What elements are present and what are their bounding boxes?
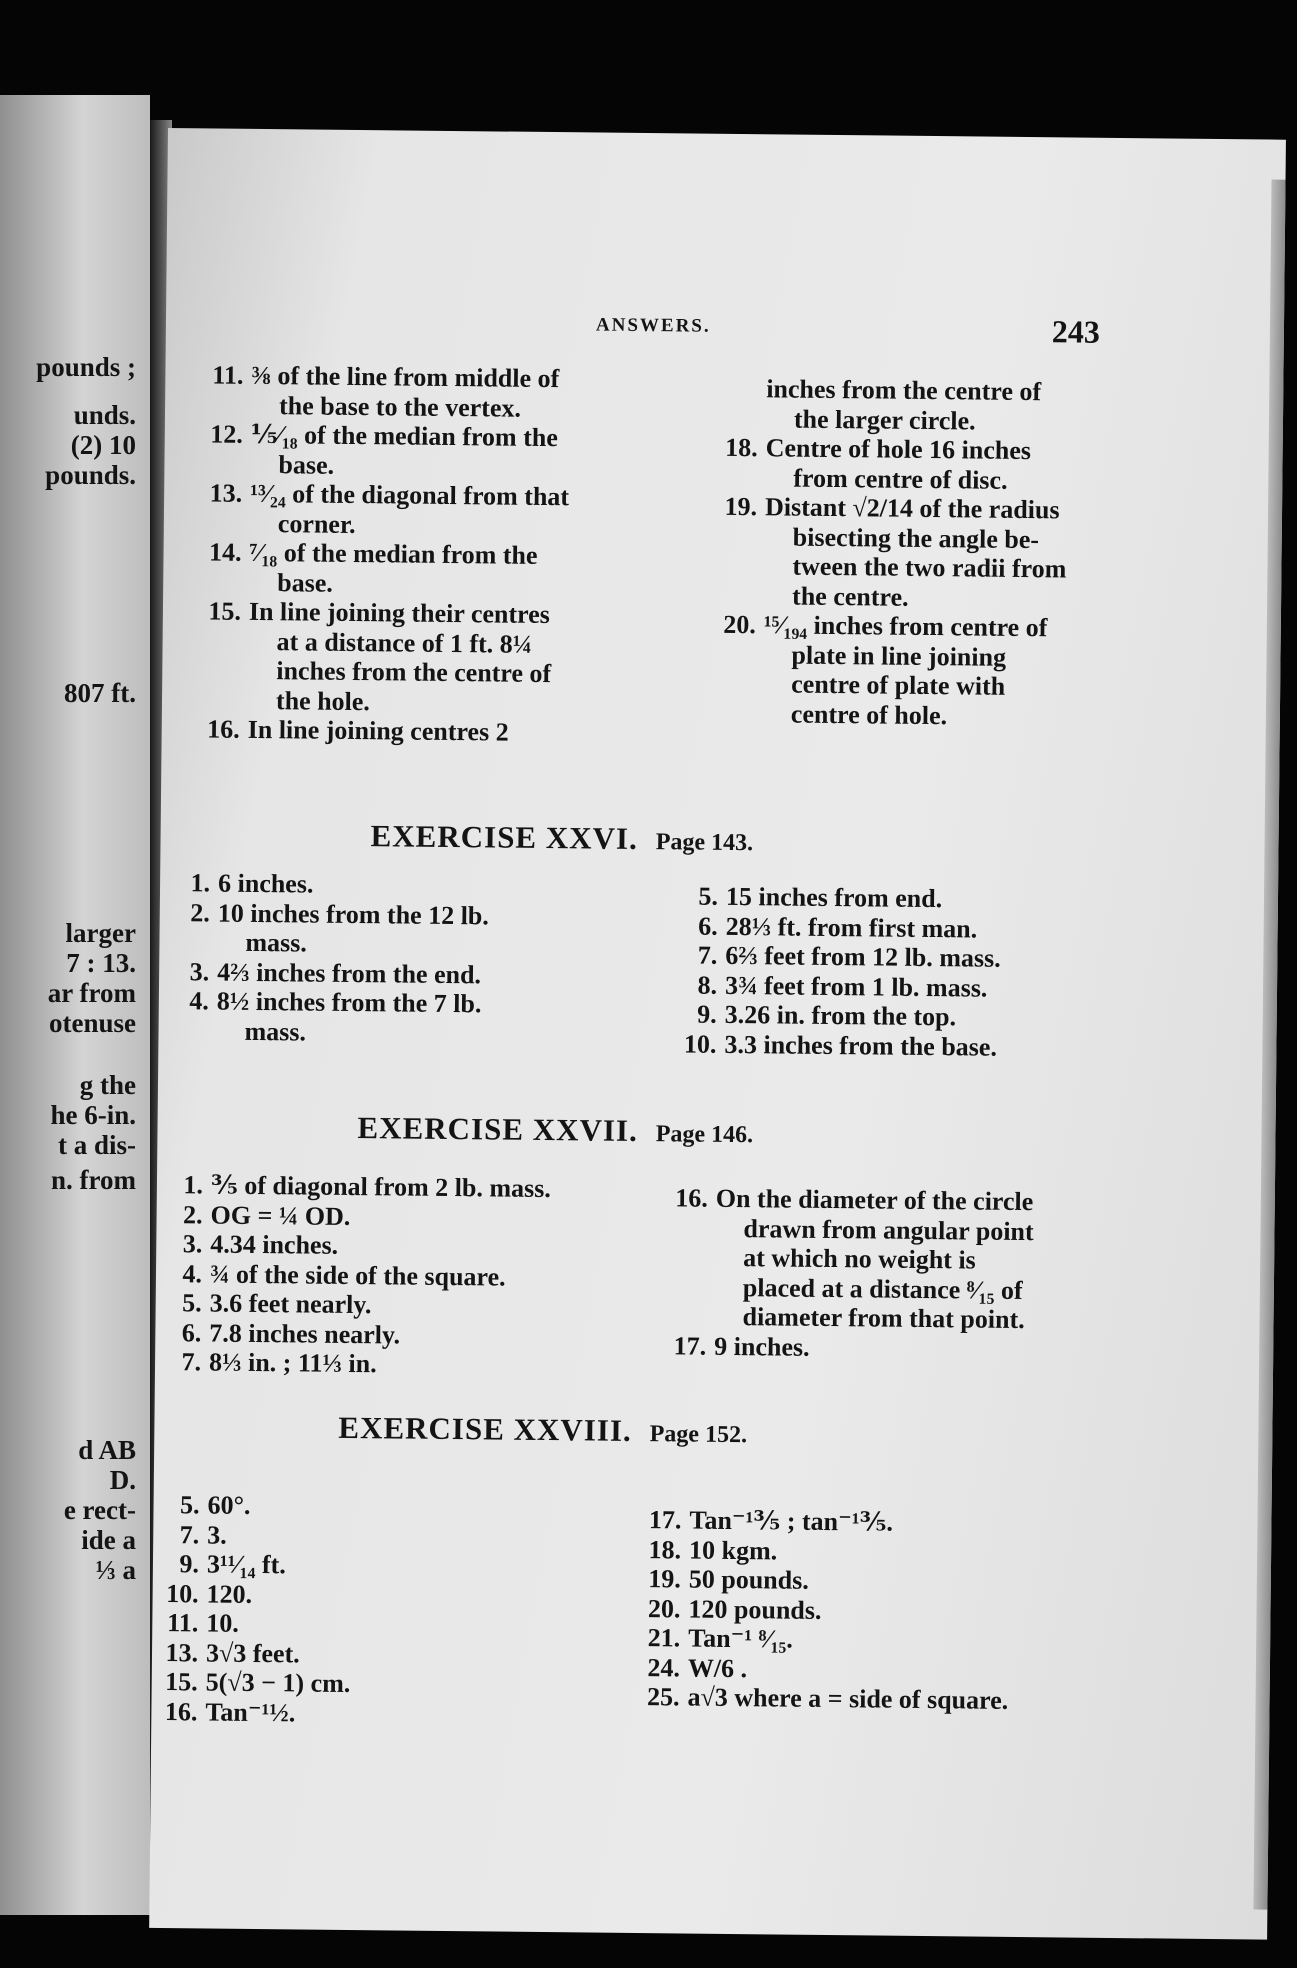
ex26-right-answers <box>668 881 1140 1063</box>
answer-number: 3. <box>182 1229 203 1259</box>
answer-number: 6. <box>698 911 718 941</box>
answer-text: Tan⁻¹ ⁸⁄₁₅. <box>688 1623 794 1654</box>
answer-text: corner. <box>277 508 356 539</box>
answer-number: 10. <box>683 1028 717 1059</box>
exercise-heading <box>370 818 753 858</box>
answer-text: the hole. <box>275 685 371 716</box>
answer-line <box>202 478 652 512</box>
exercise-title: EXERCISE XXVIII. <box>338 1409 632 1448</box>
answer-number: 11. <box>167 1608 199 1638</box>
left-fragment: unds. <box>73 400 136 430</box>
answer-line <box>202 508 652 542</box>
answer-number: 5. <box>179 1490 200 1520</box>
answer-line <box>157 1519 487 1552</box>
left-fragment: e rect- <box>63 1495 136 1525</box>
answer-text: the larger circle. <box>793 404 976 435</box>
exercise-heading <box>357 1110 753 1150</box>
answer-text: tween the two radii from <box>792 551 1067 584</box>
answer-text: at a distance of 1 ft. 8¼ <box>276 626 533 659</box>
answer-number: 2. <box>190 897 210 927</box>
answer-text: bisecting the angle be- <box>792 522 1040 554</box>
answer-number: 17. <box>673 1330 707 1361</box>
answer-number: 24. <box>647 1652 681 1682</box>
answer-text: 60°. <box>207 1490 251 1520</box>
answer-text: from centre of disc. <box>793 463 1008 495</box>
answer-number: 11. <box>212 360 244 390</box>
answer-number: 25. <box>646 1682 680 1712</box>
answer-text: 10 kgm. <box>688 1535 778 1565</box>
answer-text: 10. <box>206 1608 239 1638</box>
answer-text: 120. <box>206 1578 253 1609</box>
answer-number: 18. <box>648 1534 682 1564</box>
answer-text: 8⅓ in. ; 11⅓ in. <box>208 1347 377 1379</box>
ex26-left-answers <box>168 868 640 1050</box>
exercise-heading <box>338 1410 747 1450</box>
answer-line <box>168 1016 638 1050</box>
answer-text: Tan⁻¹⅗ ; tan⁻¹⅗. <box>689 1505 894 1537</box>
answer-text: 120 pounds. <box>688 1594 822 1625</box>
answer-text: diameter from that point. <box>742 1302 1025 1335</box>
answer-text: 5(√3 − 1) cm. <box>205 1667 351 1698</box>
answer-number: 16. <box>164 1696 198 1726</box>
answer-text: 15 inches from end. <box>725 881 943 914</box>
answer-text: 3√3 feet. <box>205 1637 300 1668</box>
left-fragment: D. <box>109 1465 136 1495</box>
answer-line <box>200 714 650 748</box>
answer-number <box>703 426 758 427</box>
answer-text: plate in line joining <box>791 640 1007 672</box>
answer-text: On the diameter of the circle <box>715 1183 1034 1217</box>
answer-text: inches from the centre of <box>766 374 1042 407</box>
answer-number: 20. <box>647 1593 681 1623</box>
answer-number: 4. <box>189 986 210 1016</box>
exercise-title: EXERCISE XXVI. <box>370 818 639 856</box>
answer-line <box>156 1637 486 1670</box>
answer-text: mass. <box>244 1016 307 1046</box>
top-right-answers <box>700 374 1184 733</box>
ex28-right-answers <box>633 1505 1155 1717</box>
answer-number <box>701 574 756 575</box>
page-number: 243 <box>1051 313 1101 350</box>
left-fragment: he 6-in. <box>50 1100 136 1130</box>
answer-text: In line joining centres 2 <box>247 714 509 747</box>
left-fragment: n. from <box>51 1165 136 1195</box>
answer-number: 18. <box>725 432 758 463</box>
answer-text: Centre of hole 16 inches <box>765 433 1032 466</box>
book-page <box>149 128 1286 1940</box>
answer-line <box>200 685 650 719</box>
left-fragment: pounds ; <box>36 352 136 382</box>
answer-number <box>702 485 757 486</box>
answer-text: ¹³⁄₂₄ of the diagonal from that <box>250 478 570 512</box>
answer-line <box>202 449 652 483</box>
exercise-page-ref: Page 152. <box>649 1421 748 1449</box>
answer-text: OG = ¼ OD. <box>210 1200 351 1231</box>
answer-number <box>703 397 758 398</box>
answer-number: 3. <box>189 956 210 986</box>
answer-text: ⅜ of the line from middle of <box>251 360 560 394</box>
answer-number: 10. <box>166 1578 199 1608</box>
answer-text: Tan⁻¹½. <box>205 1696 296 1727</box>
answer-text: 3.26 in. from the top. <box>724 999 957 1032</box>
left-fragment: (2) 10 <box>70 430 136 460</box>
answer-number: 13. <box>165 1637 199 1667</box>
ex28-left-answers <box>155 1490 487 1729</box>
answer-line <box>200 655 650 689</box>
left-fragment: otenuse <box>49 1008 136 1038</box>
answer-text: the base to the vertex. <box>278 390 522 423</box>
exercise-title: EXERCISE XXVII. <box>357 1110 639 1148</box>
answer-text: 3. <box>207 1519 227 1550</box>
answer-text: at which no weight is <box>743 1243 976 1275</box>
answer-line <box>203 360 653 394</box>
answer-text: centre of plate with <box>791 669 1006 701</box>
left-fragment: 807 ft. <box>64 678 136 708</box>
answer-number: 15. <box>165 1667 198 1697</box>
left-fragment: ide a <box>81 1525 136 1555</box>
running-head: ANSWERS. <box>595 314 711 337</box>
left-fragment: d AB <box>78 1435 136 1465</box>
answer-number: 21. <box>647 1623 681 1653</box>
left-fragment: ⅓ a <box>95 1555 136 1585</box>
answer-text: 28⅓ ft. from first man. <box>725 911 978 944</box>
left-fragment: pounds. <box>45 460 136 490</box>
page-edge <box>1253 180 1285 1910</box>
answer-number: 7. <box>181 1347 202 1377</box>
answer-text: In line joining their centres <box>248 596 551 630</box>
answer-text: 3¹¹⁄₁₄ ft. <box>206 1549 286 1580</box>
answer-line <box>660 1331 1140 1366</box>
left-fragment: g the <box>79 1070 136 1100</box>
answer-text: 50 pounds. <box>688 1564 809 1595</box>
answer-text: the centre. <box>791 581 909 612</box>
answer-line <box>203 390 653 424</box>
answer-text: 10 inches from the 12 lb. <box>217 898 490 930</box>
answer-number: 1. <box>190 868 211 898</box>
answer-number: 9. <box>697 999 717 1029</box>
answer-number <box>700 692 755 693</box>
answer-text: ⁷⁄₁₈ of the median from the <box>249 537 538 570</box>
left-fragment: 7 : 13. <box>66 948 136 978</box>
answer-line <box>155 1696 485 1729</box>
answer-text: 3¾ feet from 1 lb. mass. <box>724 970 988 1003</box>
answer-number: 16. <box>675 1183 708 1213</box>
answer-number: 19. <box>724 491 758 522</box>
left-page-margin <box>0 95 150 1915</box>
answer-text: 3.6 feet nearly. <box>209 1288 372 1320</box>
answer-number <box>701 603 756 604</box>
answer-text: 6⅔ feet from 12 lb. mass. <box>725 940 1001 973</box>
answer-number: 9. <box>179 1549 200 1579</box>
answer-line <box>200 626 650 660</box>
answer-line <box>633 1682 1153 1717</box>
answer-number: 15. <box>208 596 242 626</box>
answer-number: 19. <box>648 1564 681 1594</box>
answer-number: 5. <box>182 1288 202 1318</box>
answer-text: ¹⁵⁄₁₉₄ inches from centre of <box>763 610 1048 643</box>
answer-text: centre of hole. <box>790 699 948 730</box>
answer-line <box>157 1549 487 1582</box>
answer-text: ¾ of the side of the square. <box>209 1259 506 1292</box>
answer-number <box>702 544 757 545</box>
answer-line <box>668 1029 1138 1063</box>
answer-number: 4. <box>182 1258 203 1288</box>
answer-text: 3.3 inches from the base. <box>724 1029 998 1062</box>
answer-line <box>156 1667 486 1700</box>
answer-text: mass. <box>245 927 308 958</box>
left-fragment: t a dis- <box>57 1130 136 1160</box>
exercise-page-ref: Page 143. <box>655 829 754 857</box>
answer-text: base. <box>277 567 334 598</box>
answer-text: ⅕⁄₁₈ of the median from the <box>250 419 558 453</box>
ex27-right-answers <box>660 1183 1142 1365</box>
answer-line <box>157 1490 487 1523</box>
answer-number: 1. <box>183 1170 204 1200</box>
answer-text: 9 inches. <box>714 1331 810 1362</box>
exercise-page-ref: Page 146. <box>655 1121 754 1149</box>
answer-line <box>165 1347 645 1382</box>
left-fragment: ar from <box>47 978 136 1008</box>
answer-text: 6 inches. <box>217 868 314 899</box>
answer-text: ⅗ of diagonal from 2 lb. mass. <box>210 1170 551 1204</box>
answer-number: 7. <box>697 940 718 970</box>
answer-number <box>700 721 755 722</box>
answer-line <box>201 596 651 630</box>
answer-text: Distant √2/14 of the radius <box>764 492 1060 525</box>
ex27-left-answers <box>165 1170 647 1382</box>
answer-text: inches from the centre of <box>276 656 552 689</box>
answer-line <box>157 1578 487 1611</box>
answer-line <box>201 537 651 571</box>
answer-text: 8½ inches from the 7 lb. <box>216 986 482 1019</box>
answer-line <box>700 698 1180 733</box>
answer-number: 12. <box>210 419 243 449</box>
answer-text: drawn from angular point <box>743 1213 1034 1246</box>
answer-number: 8. <box>697 970 718 1000</box>
answer-line <box>203 419 653 453</box>
answer-text: placed at a distance ⁸⁄₁₅ of <box>742 1272 1023 1305</box>
answer-number: 5. <box>698 881 719 911</box>
answer-number <box>700 662 755 663</box>
answer-number: 13. <box>209 478 243 508</box>
answer-text: 7.8 inches nearly. <box>209 1318 401 1349</box>
answer-number: 16. <box>207 714 240 744</box>
answer-line <box>201 567 651 601</box>
left-fragment: larger <box>65 918 136 948</box>
answer-number: 7. <box>179 1519 200 1549</box>
top-left-answers <box>200 360 654 748</box>
answer-text: a√3 where a = side of square. <box>687 1682 1009 1715</box>
answer-text: W/6 . <box>687 1653 748 1683</box>
answer-number: 17. <box>648 1505 682 1535</box>
answer-text: 4.34 inches. <box>210 1229 339 1260</box>
answer-text: 4⅔ inches from the end. <box>217 957 482 989</box>
answer-number: 20. <box>723 609 756 640</box>
answer-number: 14. <box>208 537 242 567</box>
answer-line <box>156 1608 486 1641</box>
answer-number: 2. <box>182 1199 203 1229</box>
answer-text: base. <box>278 449 335 480</box>
answer-number: 6. <box>181 1317 202 1347</box>
